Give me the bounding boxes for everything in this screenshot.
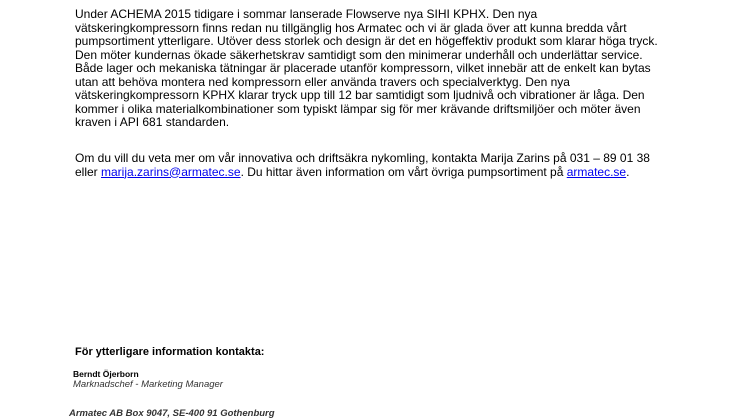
paragraph-line: pumpsortiment ytterligare. Utöver dess storlek och design är det en högeffektiv produkt som klarar höga tryck. — [75, 34, 658, 48]
paragraph-line: kraven i API 681 standarden. — [75, 115, 230, 129]
email-link[interactable]: marija.zarins@armatec.se — [101, 164, 241, 179]
text-segment: . Du hittar även information om vårt övriga pumpsortiment på — [240, 164, 567, 179]
text-segment: eller — [75, 164, 102, 179]
text-segment: . — [626, 164, 630, 179]
paragraph-line: vätskeringkompressorn finns redan nu tillgänglig hos Armatec och vi är glada över att kunna bredda vårt — [75, 20, 627, 35]
website-link[interactable]: armatec.se — [566, 164, 627, 179]
body-paragraph-contact — [75, 152, 650, 179]
contact-heading: För ytterligare information kontakta: — [75, 346, 265, 358]
company-address: Armatec AB Box 9047, SE-400 91 Gothenburg — [69, 408, 275, 419]
paragraph-line: Både lager och mekaniska tätningar är placerade utanför kompressorn, vilket innebär att de enkelt kan bytas — [75, 61, 651, 75]
paragraph-line: vätskeringkompressorn KPHX klarar tryck upp till 12 bar samtidigt som ljudnivå och vibrationer är låga. Den — [75, 88, 645, 102]
paragraph-line: Om du vill du veta mer om vår innovativa och driftsäkra nykomling, kontakta Marija Zarins på 031 – 89 01 38 — [75, 151, 650, 165]
paragraph-line: kommer i olika materialkombinationer som typiskt lämpar sig för mer krävande driftsmiljöer och möter även — [75, 101, 641, 116]
paragraph-line: Under ACHEMA 2015 tidigare i sommar lanserade Flowserve nya SIHI KPHX. Den nya — [75, 7, 538, 21]
contact-title: Marknadschef - Marketing Manager — [73, 379, 223, 390]
body-paragraph-product — [75, 8, 658, 130]
paragraph-line: Den möter kundernas ökade säkerhetskrav samtidigt som den minimerar underhåll och underlättar service. — [75, 47, 643, 62]
paragraph-line-links — [75, 166, 650, 180]
contact-name: Berndt Öjerborn — [73, 369, 139, 379]
paragraph-line: utan att behöva montera ned kompressorn eller använda travers och specialverktyg. Den nya — [75, 74, 570, 89]
